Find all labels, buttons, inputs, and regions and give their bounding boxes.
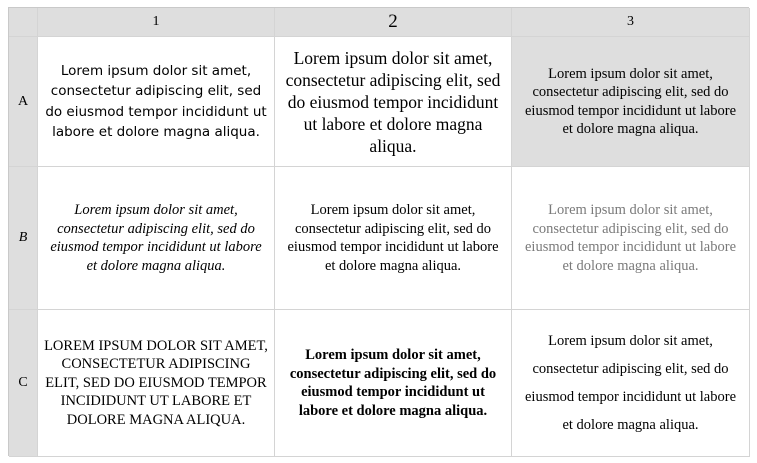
row-header-c[interactable]: C <box>9 310 38 457</box>
column-header-2[interactable]: 2 <box>275 8 512 37</box>
cell-c3[interactable]: Lorem ipsum dolor sit amet, consectetur adipiscing elit, sed do eiusmod tempor incididunt ut labore et dolore magna aliqua. <box>512 310 750 457</box>
row-header-b[interactable]: B <box>9 167 38 310</box>
cell-a2[interactable]: Lorem ipsum dolor sit amet, consectetur adipiscing elit, sed do eiusmod tempor incididunt ut labore et dolore magna aliqua. <box>275 37 512 167</box>
cell-c1[interactable]: LOREM IPSUM DOLOR SIT AMET, CONSECTETUR ADIPISCING ELIT, SED DO EIUSMOD TEMPOR INCIDIDUNT UT LABORE ET DOLORE MAGNA ALIQUA. <box>38 310 275 457</box>
column-header-3[interactable]: 3 <box>512 8 750 37</box>
cell-c2[interactable]: Lorem ipsum dolor sit amet, consectetur adipiscing elit, sed do eiusmod tempor incididunt ut labore et dolore magna aliqua. <box>275 310 512 457</box>
cell-b3[interactable]: Lorem ipsum dolor sit amet, consectetur adipiscing elit, sed do eiusmod tempor incididunt ut labore et dolore magna aliqua. <box>512 167 750 310</box>
corner-cell[interactable] <box>9 8 38 37</box>
spreadsheet-grid <box>8 7 749 456</box>
cell-b2[interactable]: Lorem ipsum dolor sit amet, consectetur adipiscing elit, sed do eiusmod tempor incididunt ut labore et dolore magna aliqua. <box>275 167 512 310</box>
cell-a3[interactable]: Lorem ipsum dolor sit amet, consectetur adipiscing elit, sed do eiusmod tempor incididunt ut labore et dolore magna aliqua. <box>512 37 750 167</box>
cell-b1[interactable]: Lorem ipsum dolor sit amet, consectetur adipiscing elit, sed do eiusmod tempor incididunt ut labore et dolore magna aliqua. <box>38 167 275 310</box>
column-header-1[interactable]: 1 <box>38 8 275 37</box>
cell-a1[interactable]: Lorem ipsum dolor sit amet, consectetur adipiscing elit, sed do eiusmod tempor incididunt ut labore et dolore magna aliqua. <box>38 37 275 167</box>
row-header-a[interactable]: A <box>9 37 38 167</box>
